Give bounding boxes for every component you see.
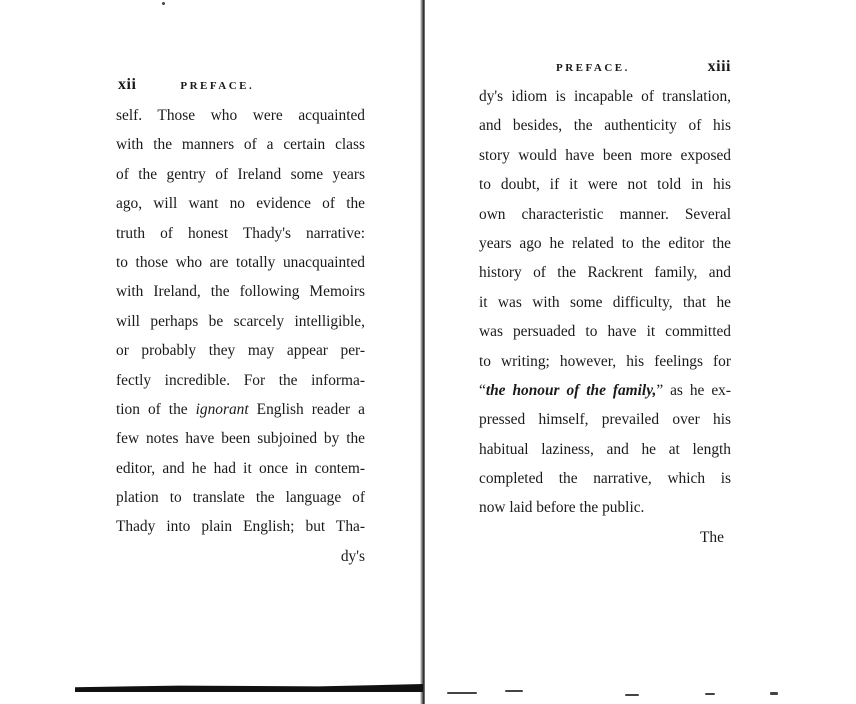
text-line: completed the narrative, which is — [479, 470, 731, 488]
catchword: dy's — [340, 547, 365, 565]
text-line: ago, will want no evidence of the — [116, 195, 365, 213]
text-line: editor, and he had it once in contem- — [116, 459, 365, 477]
text-line: Thady into plain English; but Tha- — [116, 518, 365, 536]
scan-speck — [162, 2, 165, 5]
left-page-header — [118, 76, 368, 98]
text-line: tion of the ignorant English reader a — [116, 400, 366, 418]
left-page-text — [116, 101, 365, 571]
text-line: truth of honest Thady's narrative: — [116, 224, 365, 242]
text-line: plation to translate the language of — [116, 489, 365, 507]
right-page-text — [479, 82, 731, 523]
text-line: and besides, the authenticity of his — [479, 117, 731, 135]
right-page-header — [556, 58, 731, 80]
text-line: story would have been more exposed — [479, 146, 731, 164]
text-line: with Ireland, the following Memoirs — [116, 283, 365, 301]
text-line: few notes have been subjoined by the — [116, 430, 365, 448]
right-page-number: xiii — [707, 58, 731, 75]
left-running-title: PREFACE. — [180, 80, 255, 92]
text-line: will perhaps be scarcely intelligible, — [116, 312, 365, 330]
text-line: fectly incredible. For the informa- — [116, 371, 365, 389]
text-line: years ago he related to the editor the — [479, 234, 731, 252]
right-running-title: PREFACE. — [556, 62, 630, 74]
italic-quote: the honour of the family, — [485, 381, 657, 399]
text-line: with the manners of a certain class — [116, 136, 365, 154]
text-line: now laid before the public. — [479, 499, 645, 517]
text-line: or probably they may appear per- — [116, 342, 365, 360]
text-line: “the honour of the family,” as he ex- — [479, 381, 731, 399]
catchword: The — [700, 529, 724, 546]
italic-word: ignorant — [195, 400, 249, 418]
left-page — [0, 0, 421, 704]
text-line: it was with some difficulty, that he — [479, 293, 731, 311]
text-line: to doubt, if it were not told in his — [479, 176, 731, 194]
scan-speck — [705, 693, 715, 695]
scan-speck — [447, 692, 477, 694]
left-page-number: xii — [118, 76, 137, 93]
text-line: pressed himself, prevailed over his — [479, 411, 731, 429]
text-line: self. Those who were acquainted — [116, 107, 365, 124]
text-line: to those who are totally unacquainted — [116, 253, 365, 271]
text-line: dy's idiom is incapable of translation, — [479, 88, 731, 105]
scan-speck — [505, 690, 523, 692]
text-line: history of the Rackrent family, and — [479, 264, 731, 282]
scan-speck — [770, 692, 778, 695]
text-line: was persuaded to have it committed — [479, 323, 731, 341]
text-line: of the gentry of Ireland some years — [116, 165, 365, 183]
text-line: own characteristic manner. Several — [479, 205, 731, 223]
scan-speck — [625, 694, 639, 696]
text-line: habitual laziness, and he at length — [479, 440, 731, 458]
text-line: to writing; however, his feelings for — [479, 352, 731, 370]
